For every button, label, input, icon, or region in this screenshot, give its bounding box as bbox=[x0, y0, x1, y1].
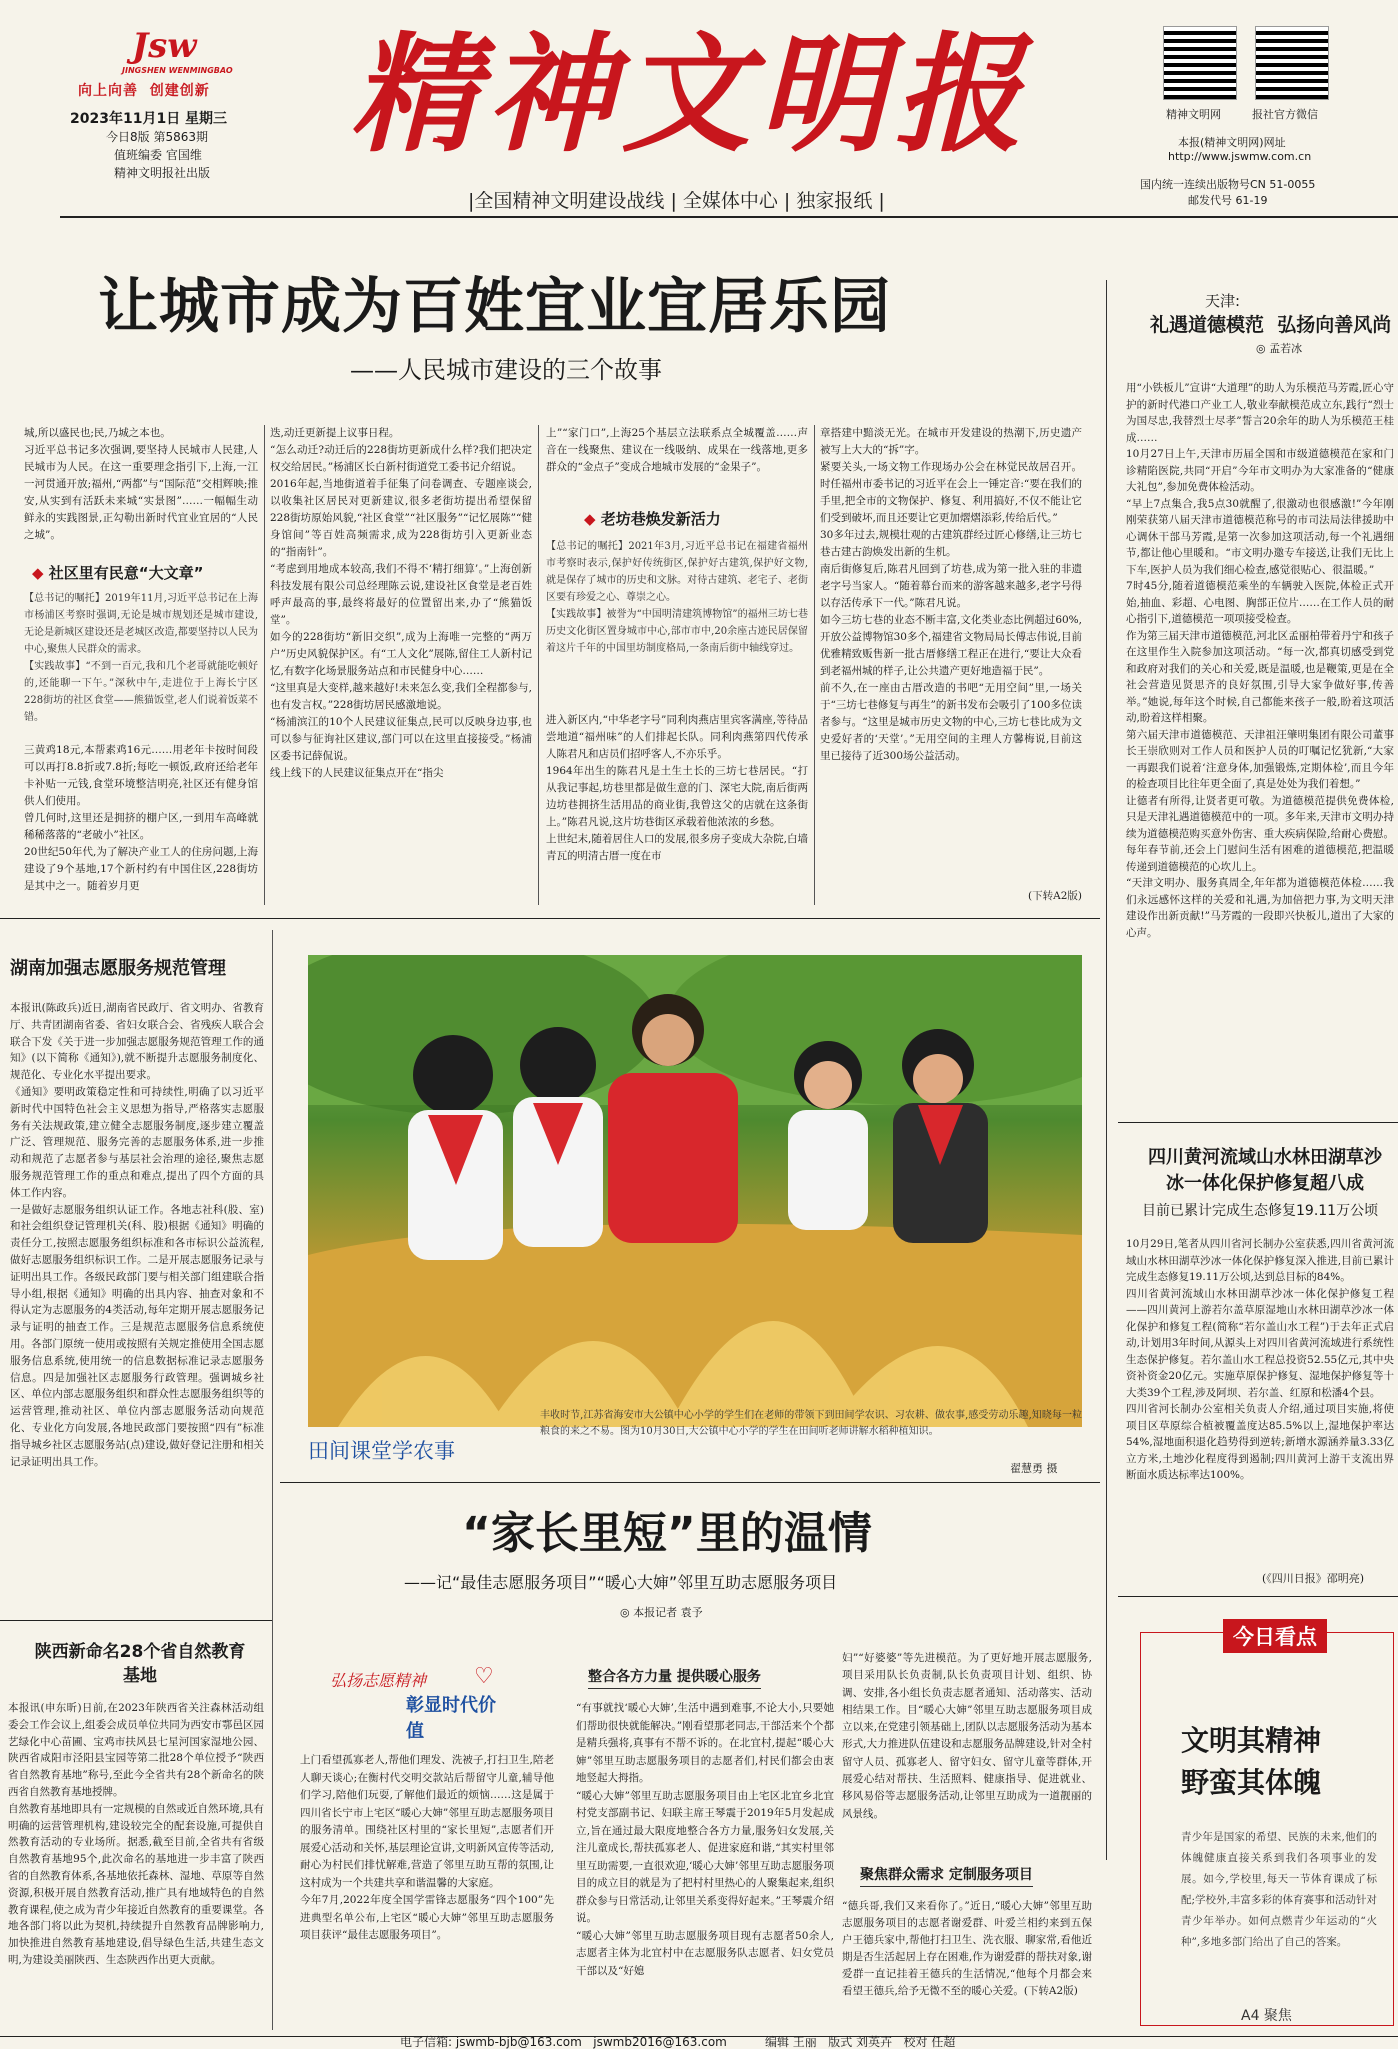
duty-editor: 值班编委 官国维 bbox=[114, 148, 202, 162]
today-title-2: 野蛮其体魄 bbox=[1181, 1766, 1322, 1799]
today-title-1: 文明其精神 bbox=[1181, 1724, 1322, 1757]
photo-title: 田间课堂学农事 bbox=[308, 1439, 455, 1463]
family-col3b: “德兵哥,我们又来看你了。”近日,“暖心大婶”邻里互助志愿服务项目的志愿者谢爱群、叶爱兰相约来到五保户王德兵家中,帮他打扫卫生、洗衣服、聊家常,看他近期是否生活起居上存在困难,作为谢爱群的帮扶对象,谢爱群一直记挂着王德兵的生活情况,“他每个月都会来看望王德兵,给予无微不至的暖心关爱。(下转A2版) bbox=[842, 1900, 1092, 1997]
hunan-title: 湖南加强志愿服务规范管理 bbox=[10, 958, 226, 979]
lead-col3b: 进入新区内,“中华老字号”同利肉燕店里宾客满座,等待品尝地道“福州味”的人们排起长队。同利肉燕第四代传承人陈君凡和店员们招呼客人,不亦乐乎。 1964年出生的陈君凡是土生土长的三坊七巷居民。“打从我记事起,坊巷里都是做生意的门、深宅大院,南后街两边坊巷拥挤生活用品的商业街,我曾这父的店就在这条街上。”陈君凡说,这片坊巷街区承载着他浓浓的乡愁。 上世纪末,随着居住人口的发展,很多房子变成大杂院,白墙青瓦的明清古厝一度在市 bbox=[546, 714, 808, 862]
today-body: 青少年是国家的希望、民族的未来,他们的体魄健康直接关系到我们各项事业的发展。如今,学校里,每天一节体育课成了标配;学校外,丰富多彩的体育赛事和活动针对青少年举办。如何点燃青少年运动的“火种”,多地多部门给出了自己的答案。 bbox=[1181, 1831, 1377, 1948]
diamond-icon: ◆ bbox=[32, 564, 49, 582]
family-subhead-2: 聚焦群众需求 定制服务项目 bbox=[860, 1864, 1033, 1887]
family-byline: ◎ 本报记者 袁予 bbox=[620, 1606, 703, 1619]
logo-en: JINGSHEN WENMINGBAO bbox=[122, 66, 233, 75]
volunteer-logo-line1: 弘扬志愿精神 bbox=[330, 1671, 427, 1690]
diamond-icon: ◆ bbox=[584, 510, 601, 528]
lead-col4: 章搭建中黯淡无光。在城市开发建设的热潮下,历史遗产被写上大大的“拆”字。 紧要关头,一场文物工作现场办公会在林觉民故居召开。时任福州市委书记的习近平在会上一锤定音:“要在我们的手里,把全市的文物保护、修复、利用搞好,不仅不能让它们受到破坏,而且还要让它更加熠熠添彩,传给后代。” 30多年过去,规模壮观的古建筑群经过匠心修缮,让三坊七巷古建古韵焕发出新的生机。 南后街修复后,陈君凡回到了坊巷,成为第一批入驻的非遗老字号当家人。“随着幕台而来的游客越来越多,老字号得以存活传承下一代。”陈君凡说。 如今三坊七巷的业态不断丰富,文化类业态比例超过60%,开放公益博物馆30多个,福建省文物局局长傅志伟说,目前优雅精致贩售新一批古厝修缮工程正在进行,“要让大众看到老福州城的样子,让公共遗产更好地造福于民”。 前不久,在一座由古厝改造的书吧“无用空间”里,一场关于“三坊七巷修复与再生”的新书发布会吸引了100多位读者参与。“这里是城市历史文物的中心,三坊七巷比成为文史爱好者的‘天堂’。”无用空间的主理人方馨梅说,目前这里已接待了近300场公益活动。 bbox=[820, 427, 1082, 762]
logo-block bbox=[72, 28, 262, 108]
lead-col1-quote: 【总书记的嘱托】2019年11月,习近平总书记在上海市杨浦区考察时强调,无论是城市规划还是城市建设,无论是新城区建设还是老城区改造,都要坚持以人民为中心,聚焦人民群众的需求。 【实践故事】“不到一百元,我和几个老哥就能吃顿好的,还能聊一下午。”深秋中午,走进位于上海长宁区228街坊的社区食堂——熊猫饭堂,老人们说着饭菜不错。 bbox=[24, 593, 258, 723]
lead-col1-intro: 城,所以盛民也;民,乃城之本也。 习近平总书记多次强调,要坚持人民城市人民建,人民城市为人民。在这一重要理念指引下,上海,一江一河贯通开放;福州,“两都”与“国际范”交相辉映;推安,从实到有活跃未来城“实景图”……一幅幅生动鲜永的实践图景,正勾勒出新时代宜业宜居的“人民之城”。 bbox=[24, 427, 258, 541]
qr-code-website bbox=[1163, 26, 1237, 100]
footer-credits: 电子信箱: jswmb-bjb@163.com jswmb2016@163.com 编辑 王丽 版式 刘英卉 校对 任超 bbox=[400, 2035, 956, 2049]
family-subhead-1: 整合各方力量 提供暖心服务 bbox=[588, 1666, 761, 1689]
today-highlight-box[interactable] bbox=[1140, 1625, 1394, 2026]
qr-label-website: 精神文明网 bbox=[1166, 108, 1221, 121]
hunan-body: 本报讯(陈政兵)近日,湖南省民政厅、省文明办、省教育厅、共青团湖南省委、省妇女联合会、省残疾人联合会联合下发《关于进一步加强志愿服务规范管理工作的通知》(以下简称《通知》),就不断提升志愿服务制度化、规范化、专业化水平提出要求。 《通知》要明政策稳定性和可持续性,明确了以习近平新时代中国特色社会主义思想为指导,严格落实志愿服务有关法规政策,建立健全志愿服务制度,逐步建立覆盖广泛、管理规范、服务完善的志愿服务体系,进一步推动和规范了志愿者参与基层社会治理的途径,聚焦志愿服务规范管理工作的重点和难点,提出了四个方面的具体工作内容。 一是做好志愿服务组织认证工作。各地志社科(股、室)和社会组织登记管理机关(科、股)根据《通知》明确的责任分工,按照志愿服务组织标准和各市标识公益流程,做好志愿服务组织标识工作。二是开展志愿服务记录与证明出具工作。各级民政部门要与相关部门组建联合指导小组,根据《通知》明确的出具内容、抽查对象和不得认定为志愿服务的4类活动,每年定期开展志愿服务记录与证明的抽查工作。三是规范志愿服务信息系统使用。各部门原统一使用或按照有关规定推使用全国志愿服务信息系统,使用统一的信息数据标准记录志愿服务信息。四是加强社区志愿服务行政管理。强调城乡社区、单位内部志愿服务组织和群众性志愿服务组织等的运营管理,推动社区、单位内部志愿服务活动向规范化、专业化方向发展,各地民政部门要按照“四有”标准指导城乡社区志愿服务站(点)建设,做好登记注册和相关记录证明出具工作。 bbox=[10, 1002, 264, 1468]
logo-slogan: 向上向善 创建创新 bbox=[78, 83, 210, 99]
issue-info bbox=[70, 110, 270, 182]
family-col3a: 妇”“好婆婆”等先进模范。为了更好地开展志愿服务,项目采用队长负责制,队长负责项目计划、组织、协调、安排,各小组长负责志愿者通知、活动落实、活动相结果工作。目“暖心大婶”邻里互助志愿服务项目成立以来,在党建引领基础上,团队以志愿服务活动为基本形式,大力推进队伍建设和志愿服务品牌建设,针对全村留守人员、孤寡老人、留守妇女、留守儿童等群体,开展爱心结对帮扶、生活照料、健康指导、促进就业、移风易俗等志愿服务活动,让邻里互助成为一道靓丽的风景线。 bbox=[842, 1652, 1092, 1820]
cn-number: 国内统一连续出版物号CN 51-0055 bbox=[1140, 178, 1316, 191]
qr-label-wechat: 报社官方微信 bbox=[1252, 108, 1318, 121]
tianjin-byline: ◎ 孟若冰 bbox=[1256, 342, 1303, 355]
family-title: “家长里短”里的温情 bbox=[462, 1508, 872, 1559]
today-label: 今日看点 bbox=[1223, 1619, 1327, 1653]
lead-subhead-2: ◆ 老坊巷焕发新活力 bbox=[584, 510, 721, 528]
logo-mark: Jsw bbox=[132, 26, 197, 66]
lead-title: 让城市成为百姓宜业宜居乐园 bbox=[98, 272, 891, 342]
family-subtitle: ——记“最佳志愿服务项目”“暖心大婶”邻里互助志愿服务项目 bbox=[404, 1573, 838, 1592]
shaanxi-body: 本报讯(申东昕)日前,在2023年陕西省关注森林活动组委会工作会议上,组委会成员单位共同为西安市鄠邑区园艺绿化中心苗圃、宝鸡市扶风县七星河国家湿地公园、陕西省咸阳市泾阳县宝园等第二批28个单位授予“陕西省自然教育基地”称号,至此今全省共有28个新命名的陕西省自然教育基地授牌。 自然教育基地即具有一定规模的自然或近自然环境,具有明确的运营管理机构,建设较完全的配套设施,可提供自然教育活动的专业场所。据悉,截至目前,全省共有省级自然教育基地95个,此次命名的基地进一步丰富了陕西省的自然教育体系,各基地依托森林、湿地、草原等自然资源,积极开展自然教育活动,推广具有地域特色的自然教育课程,使之成为青少年接近自然教育的重要课堂。各地各部门将以此为契机,持续提升自然教育品牌影响力,加快推进自然教育基地建设,倡导绿色生活,共建生态文明,为建设美丽陕西、生态陕西作出更大贡献。 bbox=[8, 1702, 264, 1966]
family-col2: “有事就找‘暖心大婶’,生活中遇到难事,不论大小,只要她们帮助很快就能解决。”刚看望那老同志,干部活来个个都是精兵强将,真事有不帮不诉的。在北宜村,提起“暖心大婶”邻里互助志愿服务项目的志愿者们,村民们都会由衷地竖起大拇指。 “暖心大婶”邻里互助志愿服务项目由上宅区北宜乡北宜村党支部副书记、妇联主席王琴震于2019年5月发起成立,旨在通过最大限度地整合各方力量,服务妇女发展,关注儿童成长,帮扶孤寡老人、促进家庭和谐,“其实村里邻里互助需要,一直很欢迎,‘暖心大婶’邻里互助志愿服务项目的成立目的就是为了把村村里热心的人聚集起来,组织群众参与日常活动,让邻里关系变得好起来。”王琴震介绍说。 “暖心大婶”邻里互助志愿服务项目现有志愿者50余人,志愿者主体为北宜村中在志愿服务队志愿者、妇女党员干部以及“好媳 bbox=[576, 1702, 834, 1977]
feature-photo bbox=[308, 955, 1082, 1427]
sichuan-source: (《四川日报》邵明亮) bbox=[1262, 1572, 1365, 1585]
masthead-tagline: |全国精神文明建设战线 | 全媒体中心 | 独家报纸 | bbox=[468, 190, 885, 212]
sichuan-subtitle: 目前已累计完成生态修复19.11万公顷 bbox=[1142, 1203, 1379, 1219]
photo-scene bbox=[308, 955, 1082, 1427]
tianjin-title: 礼遇道德模范 弘扬向善风尚 bbox=[1150, 314, 1392, 336]
masthead-title: 精神文明报 bbox=[349, 20, 1030, 170]
lead-col3a: 上”“家门口”,上海25个基层立法联系点全城覆盖……声音在一线聚焦、建议在一线吸纳、成果在一线落地,更多群众的“金点子”变成合地城市发展的“金果子”。 bbox=[546, 427, 808, 473]
photo-label bbox=[308, 1425, 420, 1427]
lead-col1-tail: 三黄鸡18元,本帮素鸡16元……用老年卡按时间段可以再打8.8折或7.8折;每吃一顿饭,政府还给老年卡补贴一元钱,食堂环境整洁明亮,社区还有健身馆供人们使用。 曾几何时,这里还是拥挤的棚户区,一到用车高峰就稀稀落落的“老破小”社区。 20世纪50年代,为了解决产业工人的住房问题,上海建设了9个基地,17个新村约有中国住区,228街坊是其中之一。随着岁月更 bbox=[24, 744, 258, 892]
website-url[interactable]: http://www.jswmw.com.cn bbox=[1168, 150, 1312, 163]
qr-code-wechat bbox=[1255, 26, 1329, 100]
lead-col2: 迭,动迁更新提上议事日程。 “怎么动迁?动迁后的228街坊更新成什么样?我们把决定权交给居民。”杨浦区长白新村街道党工委书记介绍说。 2016年起,当地街道着手征集了问卷调查、专题座谈会,以收集社区居民对更新建议,很多老街坊提出希望保留228街坊原始风貌,“社区食堂”“社区服务”“记忆展陈”“健身馆间”等百姓高频需求,成为228街坊引入更新业态的“指南针”。 “考虑到用地成本较高,我们不得不‘精打细算’。”上海创新科技发展有限公司总经理陈云说,建设社区食堂是老百姓呼声最高的事,最终将最好的位置留出来,办了“熊猫饭堂”。 如今的228街坊“新旧交织”,成为上海唯一完整的“两万户”历史风貌保护区。有“工人文化”展陈,留住工人新村记忆,有数字化场景服务站点和市民健身中心…… “这里真是大变样,越来越好!未来怎么变,我们全程都参与,也有发言权。”228街坊居民感激地说。 “杨浦滨江的10个人民建议征集点,民可以反映身边事,也可以参与征询社区建议,部门可以在这里直接接受。”杨浦区委书记薛侃说。 线上线下的人民建议征集点开在“指尖 bbox=[270, 427, 532, 779]
photo-credit: 翟慧勇 摄 bbox=[1010, 1462, 1058, 1475]
shaanxi-title: 陕西新命名28个省自然教育基地 bbox=[34, 1642, 246, 1686]
website-label: 本报(精神文明网)网址 bbox=[1178, 136, 1286, 149]
publisher: 精神文明报社出版 bbox=[114, 166, 211, 180]
sichuan-body: 10月29日,笔者从四川省河长制办公室获悉,四川省黄河流域山水林田湖草沙冰一体化保护修复深入推进,目前已累计完成生态修复19.11万公顷,达到总目标的84%。 四川省黄河流域山水林田湖草沙冰一体化保护修复工程——四川黄河上游若尔盖草原湿地山水林田湖草沙冰一体化保护和修复工程(简称“若尔盖山水工程”)于去年正式启动,计划用3年时间,从源头上对四川省黄河流域进行系统性生态保护修复。若尔盖山水工程总投资52.55亿元,其中央资补资金20亿元。实施草原保护修复、湿地保护修复等十大类39个工程,涉及阿坝、若尔盖、红原和松潘4个县。 四川省河长制办公室相关负责人介绍,通过项目实施,将使项目区草原综合植被覆盖度达85.5%以上,湿地保护率达54%,湿地面积退化趋势得到逆转;新增水源涵养量3.33亿立方米,土地沙化程度得到遏制;四川黄河上游干支流出界断面水质达标率达100%。 bbox=[1126, 1238, 1394, 1481]
lead-subtitle: ——人民城市建设的三个故事 bbox=[350, 356, 662, 384]
issue-date: 2023年11月1日 星期三 bbox=[70, 111, 228, 127]
heart-icon: ♡ bbox=[474, 1664, 494, 1689]
volunteer-logo-line2: 彰显时代价值 bbox=[406, 1695, 496, 1742]
tianjin-body: 用“小铁板儿”宣讲“大道理”的助人为乐模范马芳霞,匠心守护的新时代港口产业工人,敬业奉献模范成立东,践行“烈士为国尽忠,我替烈士尽孝”誓言20余年的助人为乐模范王桂成…… 10月27日上午,天津市历届全国和市级道德模范在家和门诊精陷医院,共同“开启”今年市文明办为大家准备的“健康大礼包”,参加免费体检活动。 “早上7点集合,我5点30就醒了,很激动也很感激!”今年刚刚荣获第八届天津市道德模范称号的市司法局法律援助中心调休干部马芳霞,是第一次参加这项活动,每一个礼遇细节,都让他心里暖和。“市文明办邀专车接送,让我们无比上下车,医护人员为我们细心检查,感觉很贴心、很温暖。” 7时45分,随着道德模范乘坐的车辆驶入医院,体检正式开始,抽血、彩超、心电图、胸部正位片……在工作人员的耐心指引下,道德模范一项项接受检查。 作为第三届天津市道德模范,河北区孟丽柏带着丹宁和孩子在这里作生入院参加这项活动。“每一次,都真切感受到党和政府对我们的关心和关爱,既是温暖,也是鞭策,更是在全社会营造见贤思齐的良好氛围,引导大家争做好事,传善举。”她说,每年这个时候,自己都能来孩子一般,盼着这项活动,盼着这样相聚。 第六届天津市道德模范、天津祖汪肇明集团有限公司董事长王崇欣则对工作人员和医护人员的叮嘱记忆犹新,“大家一再跟我们说着‘注意身体,加强锻炼,定期体检’,而且今年的检查项目比往年更全面了,真是处处为我们着想。” 让德者有所得,让贤者更可敬。为道德模范提供免费体检,只是天津礼遇道德模范中的一项。多年来,天津市文明办持续为道德模范购买意外伤害、重大疾病保险,给耐心费慰。每年春节前,还会上门慰问生活有困难的道德模范,把温暖传递到道德模范的心坎儿上。 “天津文明办、服务真周全,年年都为道德模范体检……我们永远感怀这样的关爱和礼遇,为加倍把力事,为文明天津建设作出新贡献!”马芳霞的一段即兴快板儿,道出了大家的心声。 bbox=[1126, 382, 1394, 939]
tianjin-kicker: 天津: bbox=[1205, 292, 1241, 310]
post-code: 邮发代号 61-19 bbox=[1188, 194, 1268, 207]
masthead-rule bbox=[60, 216, 1398, 218]
lead-subhead-1: ◆ 社区里有民意“大文章” bbox=[32, 564, 204, 582]
photo-caption: 丰收时节,江苏省海安市大公镇中心小学的学生们在老师的带领下到田间学农识、习农耕、做农事,感受劳动乐趣,知晓每一粒粮食的来之不易。图为10月30日,大公镇中心小学的学生在田间听老师讲解水稻种植知识。 bbox=[540, 1410, 1082, 1437]
today-page-ref[interactable]: A4 聚焦 bbox=[1241, 2008, 1292, 2024]
issue-number: 今日8版 第5863期 bbox=[106, 130, 208, 144]
sichuan-title: 四川黄河流域山水林田湖草沙冰一体化保护修复超八成 bbox=[1148, 1147, 1382, 1194]
volunteer-logo bbox=[330, 1664, 510, 1742]
lead-col4-continued[interactable]: (下转A2版) bbox=[1028, 890, 1082, 902]
family-col1: 上门看望孤寡老人,帮他们理发、洗被子,打扫卫生,陪老人聊天谈心;在衡村代交明交款站后帮留守儿童,辅导他们学习,陪他们玩耍,了解他们最近的烦恼……这是属于四川省长宁市上宅区“暖心大婶”邻里互助志愿服务项目的服务清单。围绕社区村里的“家长里短”,志愿者们开展爱心活动和关怀,基层理论宣讲,文明新风宣传等活动,耐心为村民们排忧解难,营造了邻里互助互帮的氛围,让这村成为一个共建共享和谐温馨的大家庭。 今年7月,2022年度全国学雷锋志愿服务“四个100”先进典型名单公布,上宅区“暖心大婶”邻里互助志愿服务项目获评“最佳志愿服务项目”。 bbox=[300, 1754, 554, 1941]
lead-col3-quote: 【总书记的嘱托】2021年3月,习近平总书记在福建省福州市考察时表示,保护好传统街区,保护好古建筑,保护好文物,就是保存了城市的历史和文脉。对待古建筑、老宅子、老街区要有珍爱之心、尊崇之心。 【实践故事】被誉为“中国明清建筑博物馆”的福州三坊七巷历史文化街区置身城市中心,部市市中,20余座古迹民居保留着这片千年的中国里坊制度格局,一条南后街中轴线穿过。 bbox=[546, 541, 808, 654]
